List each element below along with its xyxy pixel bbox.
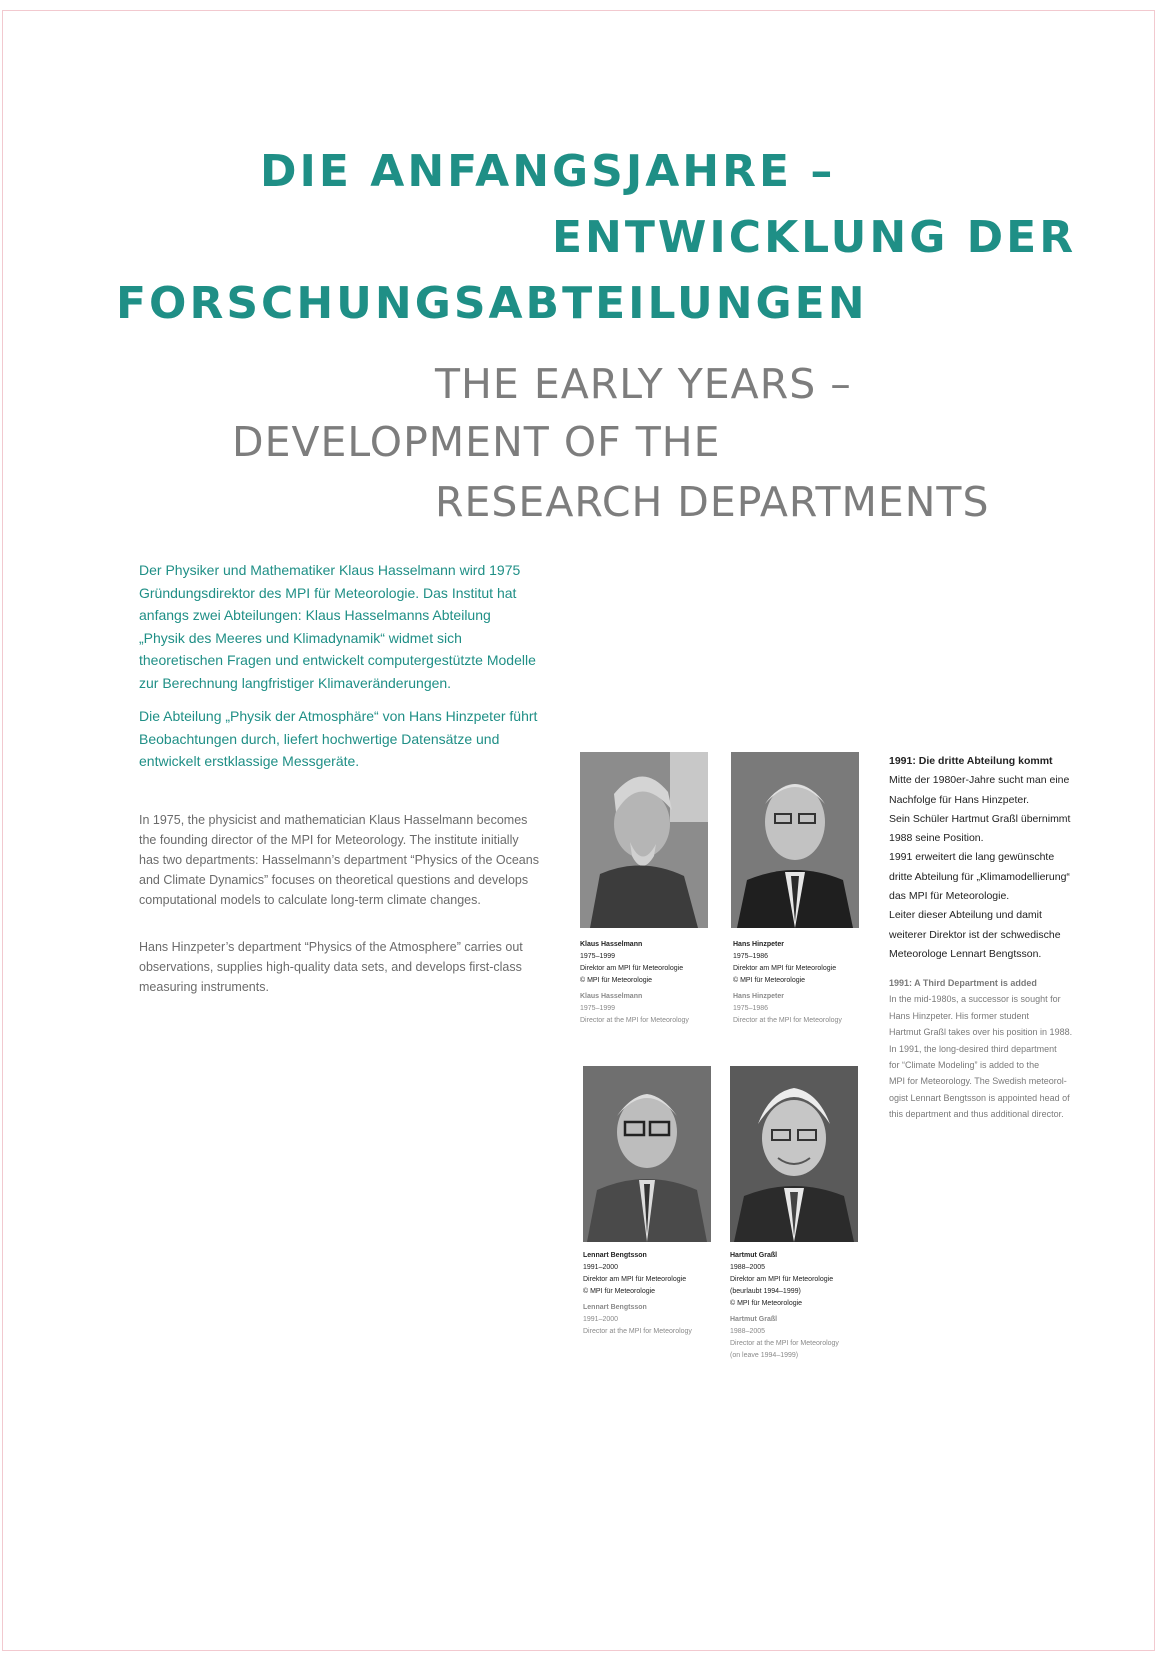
side-line-en: for “Climate Modeling” is added to the	[889, 1060, 1040, 1071]
caption-role: Direktor am MPI für Meteorologie	[733, 965, 837, 972]
caption-role: Direktor am MPI für Meteorologie	[583, 1276, 687, 1283]
title-de-line2: ENTWICKLUNG DER	[552, 212, 1077, 263]
side-line: weiterer Direktor ist der schwedische	[889, 928, 1061, 941]
side-line: Leiter dieser Abteilung und damit	[889, 909, 1042, 922]
title-en-line1: THE EARLY YEARS –	[435, 360, 852, 408]
side-line: Nachfolge für Hans Hinzpeter.	[889, 793, 1030, 806]
caption-name-en: Hartmut Graßl	[730, 1316, 778, 1323]
intro-de-paragraph-2: Die Abteilung „Physik der Atmosphäre“ von Hans Hinzpeter führt Beobachtungen durch, liefert hochwertige Datensätze und entwickelt erstklassige Messgeräte.	[139, 708, 538, 769]
side-line: Mitte der 1980er-Jahre sucht man eine	[889, 774, 1070, 787]
side-line-en: In 1991, the long-desired third department	[889, 1043, 1057, 1054]
caption-years-en: 1988–2005	[730, 1328, 766, 1335]
caption-role: Direktor am MPI für Meteorologie	[730, 1276, 834, 1283]
caption-copyright: © MPI für Meteorologie	[730, 1300, 803, 1307]
caption-name-en: Klaus Hasselmann	[580, 993, 643, 1000]
portrait-bengtsson-image	[583, 1066, 711, 1242]
portrait-photo-hasselmann	[580, 752, 708, 928]
portrait-hinzpeter-image	[731, 752, 859, 928]
caption-role-en: Director at the MPI for Meteorology	[733, 1017, 842, 1024]
caption-bengtsson	[583, 1250, 733, 1338]
side-line: dritte Abteilung für „Klimamodellierung“	[889, 870, 1070, 883]
caption-hasselmann	[580, 939, 730, 1027]
side-line-en: Hartmut Graßl takes over his position in 1988.	[889, 1027, 1073, 1038]
caption-role-en: Director at the MPI for Meteorology	[580, 1017, 689, 1024]
intro-en-paragraph-2: Hans Hinzpeter’s department “Physics of the Atmosphere” carries out observations, supplies high-quality data sets, and develops first-class measuring instruments.	[139, 940, 523, 994]
caption-leave: (beurlaubt 1994–1999)	[730, 1288, 801, 1295]
side-line: 1991 erweitert die lang gewünschte	[889, 851, 1055, 864]
caption-role-en: Director at the MPI for Meteorology	[583, 1328, 692, 1335]
side-line-en: MPI for Meteorology. The Swedish meteorol-	[889, 1076, 1067, 1087]
caption-hinzpeter	[733, 939, 883, 1027]
caption-years-en: 1991–2000	[583, 1316, 619, 1323]
intro-de-paragraph-1: Der Physiker und Mathematiker Klaus Hasselmann wird 1975 Gründungsdirektor des MPI für Meteorologie. Das Institut hat anfangs zwei Abteilungen: Klaus Hasselmanns Abteilung „Physik des Meeres und Klimadynamik“ widmet sich theoretischen Fragen und entwickelt computergestützte Modelle zur Berechnung langfristiger Klimaveränderungen.	[139, 562, 536, 691]
portrait-photo-bengtsson	[583, 1066, 711, 1242]
caption-grassl	[730, 1250, 880, 1362]
side-heading-de: 1991: Die dritte Abteilung kommt	[889, 755, 1053, 767]
caption-name-en: Hans Hinzpeter	[733, 993, 784, 1000]
caption-copyright: © MPI für Meteorologie	[580, 977, 653, 984]
caption-name: Lennart Bengtsson	[583, 1252, 647, 1259]
side-text-de	[889, 752, 1099, 964]
caption-leave-en: (on leave 1994–1999)	[730, 1352, 799, 1359]
side-line: 1988 seine Position.	[889, 832, 984, 845]
portrait-photo-grassl	[730, 1066, 858, 1242]
caption-name: Hans Hinzpeter	[733, 941, 784, 948]
caption-role: Direktor am MPI für Meteorologie	[580, 965, 684, 972]
caption-years: 1988–2005	[730, 1264, 766, 1271]
side-line: Meteorologe Lennart Bengtsson.	[889, 947, 1042, 960]
title-de-line3: FORSCHUNGSABTEILUNGEN	[116, 278, 868, 329]
caption-years: 1975–1999	[580, 953, 616, 960]
side-line-en: In the mid-1980s, a successor is sought for	[889, 994, 1061, 1005]
caption-years: 1991–2000	[583, 1264, 619, 1271]
caption-years-en: 1975–1986	[733, 1005, 769, 1012]
caption-role-en: Director at the MPI for Meteorology	[730, 1340, 839, 1347]
portrait-grassl-image	[730, 1066, 858, 1242]
side-line-en: this department and thus additional director.	[889, 1109, 1064, 1120]
caption-copyright: © MPI für Meteorologie	[583, 1288, 656, 1295]
caption-name: Klaus Hasselmann	[580, 941, 643, 948]
portrait-photo-hinzpeter	[731, 752, 859, 928]
title-de-line1: DIE ANFANGSJAHRE –	[260, 146, 836, 197]
caption-years-en: 1975–1999	[580, 1005, 616, 1012]
side-line: Sein Schüler Hartmut Graßl übernimmt	[889, 812, 1071, 825]
side-text-en	[889, 975, 1099, 1123]
side-heading-en: 1991: A Third Department is added	[889, 978, 1037, 988]
caption-name: Hartmut Graßl	[730, 1252, 778, 1259]
caption-years: 1975–1986	[733, 953, 769, 960]
title-en-line3: RESEARCH DEPARTMENTS	[435, 478, 990, 526]
title-en-line2: DEVELOPMENT OF THE	[232, 418, 721, 466]
side-line: das MPI für Meteorologie.	[889, 890, 1010, 903]
caption-name-en: Lennart Bengtsson	[583, 1304, 647, 1311]
intro-en-paragraph-1: In 1975, the physicist and mathematician Klaus Hasselmann becomes the founding director of the MPI for Meteorology. The institute initially has two departments: Hasselmann’s department “Physics of the Oceans and Climate Dynamics” focuses on theoretical questions and develops computational models to calculate long-term climate changes.	[139, 813, 539, 907]
caption-copyright: © MPI für Meteorologie	[733, 977, 806, 984]
side-line-en: ogist Lennart Bengtsson is appointed head of	[889, 1092, 1070, 1103]
portrait-hasselmann-image	[580, 752, 708, 928]
side-line-en: Hans Hinzpeter. His former student	[889, 1010, 1030, 1021]
